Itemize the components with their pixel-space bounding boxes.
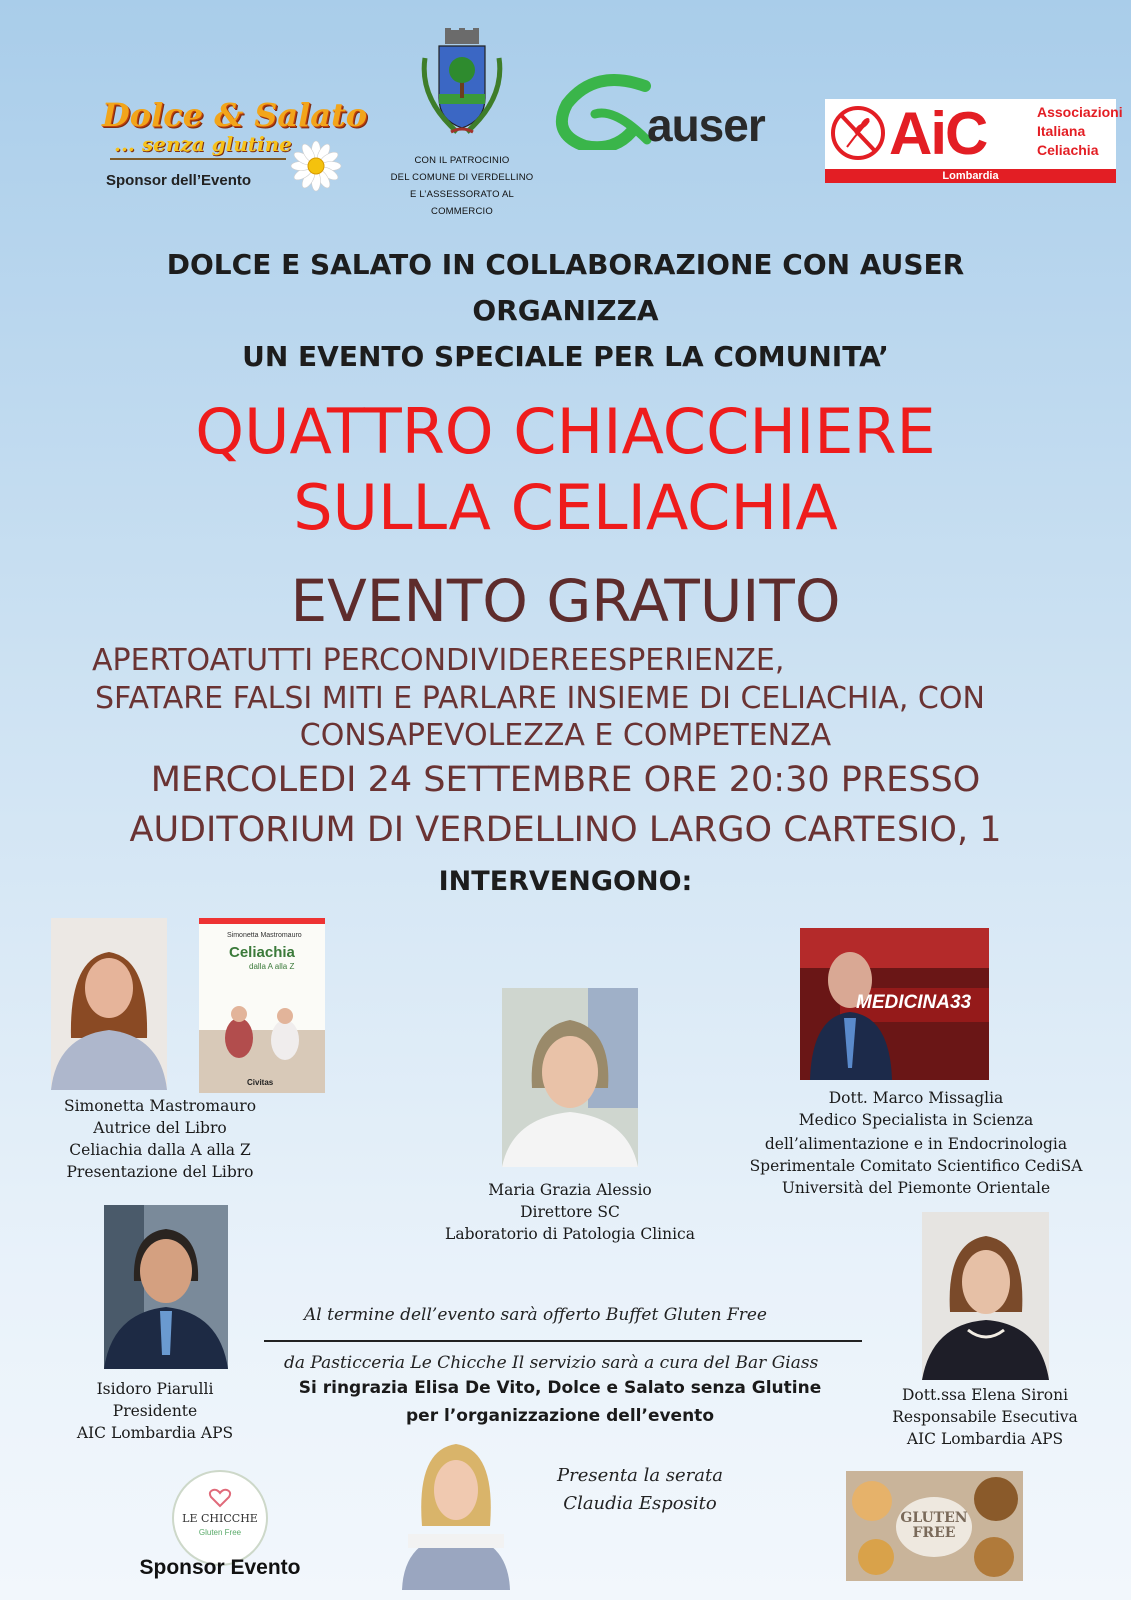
- caption-line: Medico Specialista in Scienza: [798, 1111, 1034, 1129]
- caption-line: Autrice del Libro: [93, 1119, 227, 1137]
- venue-line: AUDITORIUM DI VERDELLINO LARGO CARTESIO, 1: [129, 810, 1002, 850]
- caption-line: dell’alimentazione e in Endocrinologia: [764, 1135, 1068, 1153]
- le-chicche-tag: Gluten Free: [198, 1528, 242, 1537]
- photo-isidoro-piarulli: [104, 1205, 228, 1369]
- auser-logo: [555, 72, 795, 152]
- dolce-salato-wordmark: Dolce & Salato: [102, 96, 368, 134]
- description-line-3: CONSAPEVOLEZZA E COMPETENZA: [299, 718, 832, 753]
- le-chicche-name: LE CHICCHE: [182, 1512, 258, 1525]
- dolce-salato-logo: [100, 96, 368, 196]
- comune-verdellino-logo: [390, 28, 537, 217]
- thanks-line-2: per l’organizzazione dell’evento: [406, 1406, 714, 1426]
- daisy-icon: [290, 140, 342, 192]
- caption-simonetta: [60, 1095, 260, 1183]
- patrocinio-line: E L’ASSESSORATO AL COMMERCIO: [409, 189, 515, 217]
- caption-isidoro-piarulli: [60, 1378, 250, 1444]
- caption-line: Presentazione del Libro: [66, 1163, 254, 1181]
- aic-sub-line: Italiana: [1037, 123, 1086, 139]
- patrocinio-text: [387, 152, 537, 220]
- event-title-line-2: SULLA CELIACHIA: [293, 471, 838, 544]
- date-time-line: MERCOLEDI 24 SETTEMBRE ORE 20:30 PRESSO: [150, 760, 981, 800]
- description-line-2: SFATARE FALSI MITI E PARLARE INSIEME DI CELIACHIA, CON: [95, 681, 985, 716]
- event-free-heading: EVENTO GRATUITO: [290, 567, 841, 635]
- aic-spike-icon: [829, 103, 887, 163]
- caption-line: Presidente: [112, 1402, 198, 1420]
- caption-line: Isidoro Piarulli: [96, 1380, 214, 1398]
- photo-claudia-esposito: [394, 1430, 514, 1590]
- description-line-1: APERTOATUTTI PERCONDIVIDEREESPERIENZE,: [92, 643, 785, 678]
- logo-underline: [110, 158, 286, 160]
- caption-line: AIC Lombardia APS: [906, 1430, 1064, 1448]
- host-line-2: Claudia Esposito: [563, 1493, 717, 1514]
- book-author: Simonetta Mastromauro: [227, 932, 302, 939]
- caption-elena-sironi: [880, 1384, 1090, 1450]
- sponsor-evento-caption: Sponsor Evento: [139, 1556, 301, 1579]
- caption-line: Simonetta Mastromauro: [63, 1097, 257, 1115]
- auser-swoosh-icon: [555, 74, 655, 150]
- caption-line: Laboratorio di Patologia Clinica: [445, 1225, 695, 1243]
- host-line-1: Presenta la serata: [557, 1465, 723, 1486]
- buffet-note: Al termine dell’evento sarà offerto Buffet Gluten Free: [304, 1305, 767, 1325]
- patrocinio-line: CON IL PATROCINIO: [414, 155, 510, 166]
- caption-marco-missaglia: [736, 1087, 1096, 1199]
- medicina33-badge: MEDICINA33: [856, 992, 972, 1013]
- photo-marco-missaglia: [800, 928, 989, 1080]
- sponsor-caption: Sponsor dell’Evento: [106, 172, 252, 189]
- book-subtitle: dalla A alla Z: [249, 962, 295, 971]
- divider: [264, 1340, 862, 1342]
- photo-simonetta: [51, 918, 167, 1090]
- gluten-free-image: [846, 1471, 1023, 1581]
- caption-line: Università del Piemonte Orientale: [781, 1179, 1051, 1197]
- aic-logo: [825, 99, 1123, 183]
- header-line-1: DOLCE E SALATO IN COLLABORAZIONE CON AUSER: [166, 248, 965, 281]
- aic-sub-line: Celiachia: [1037, 142, 1099, 158]
- gluten-free-label: GLUTEN FREE: [900, 1510, 968, 1541]
- header-line-3: UN EVENTO SPECIALE PER LA COMUNITA’: [242, 340, 889, 373]
- patrocinio-line: DEL COMUNE DI VERDELLINO: [390, 172, 534, 183]
- senza-glutine-wordmark: ... senza glutine: [114, 132, 292, 156]
- book-publisher: Civitas: [247, 1078, 274, 1087]
- aic-region-band: Lombardia: [825, 169, 1116, 183]
- aic-wordmark: AiC: [889, 100, 987, 167]
- header-line-2: ORGANIZZA: [472, 294, 659, 327]
- photo-maria-grazia: [502, 988, 638, 1167]
- event-title-line-1: QUATTRO CHIACCHIERE: [195, 395, 936, 468]
- caption-line: AIC Lombardia APS: [76, 1424, 234, 1442]
- book-title: Celiachia: [229, 944, 295, 961]
- le-chicche-logo: [172, 1470, 268, 1566]
- heart-icon: [208, 1488, 232, 1508]
- caption-line: Direttore SC: [520, 1203, 620, 1221]
- caption-line: Dott. Marco Missaglia: [828, 1089, 1004, 1107]
- aic-subtitle: [1037, 103, 1123, 160]
- book-cover: [199, 918, 325, 1093]
- caption-line: Sperimentale Comitato Scientifico CediSA: [749, 1157, 1083, 1175]
- caption-maria-grazia: [430, 1179, 710, 1245]
- aic-sub-line: Associazioni: [1037, 104, 1123, 120]
- caption-line: Celiachia dalla A alla Z: [69, 1141, 251, 1159]
- auser-wordmark: auser: [647, 99, 765, 151]
- photo-elena-sironi: [922, 1212, 1049, 1380]
- service-note: da Pasticceria Le Chicche Il servizio sarà a cura del Bar Giass: [284, 1353, 819, 1373]
- crest-icon: [417, 28, 507, 140]
- thanks-line-1: Si ringrazia Elisa De Vito, Dolce e Salato senza Glutine: [298, 1378, 822, 1398]
- speakers-heading: INTERVENGONO:: [438, 866, 693, 897]
- caption-line: Dott.ssa Elena Sironi: [901, 1386, 1069, 1404]
- caption-line: Responsabile Esecutiva: [892, 1408, 1078, 1426]
- caption-line: Maria Grazia Alessio: [488, 1181, 652, 1199]
